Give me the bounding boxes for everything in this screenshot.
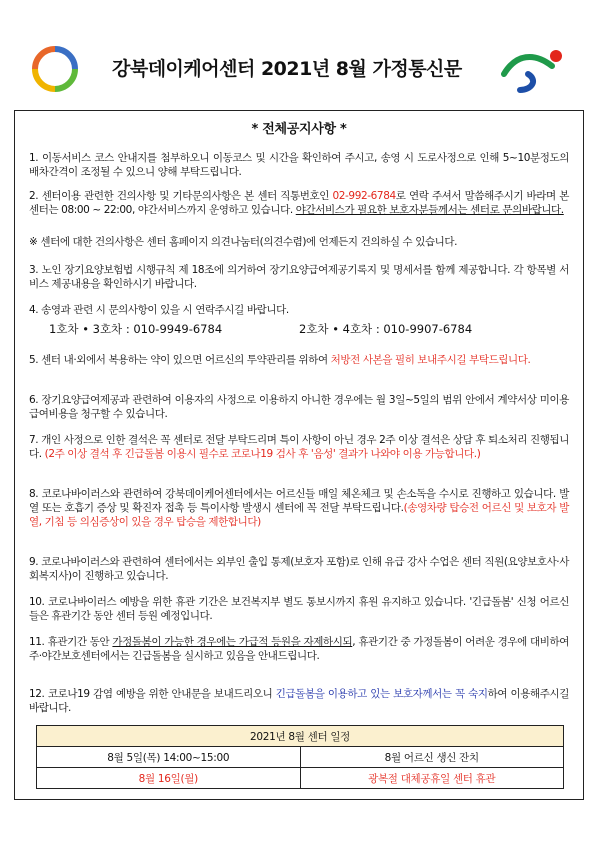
notice-item-2: 2. 센터이용 관련한 건의사항 및 기타문의사항은 본 센터 직통번호인 02-992-6784로 연락 주셔서 말씀해주시기 바라며 본 센터는 08:00 ~ 22:00, 야간서비스까지 운영하고 있습니다. 야간서비스가 필요한 보호자분들께서는 센터로 문의바랍니다.: [29, 190, 569, 216]
notice-item-8: 8. 코로나바이러스와 관련하여 강북데이케어센터에서는 어르신들 매일 체온체크 및 손소독을 수시로 진행하고 있습니다. 발열 또는 호흡기 증상 및 확진자 접촉 등 특이사항 발생시 센터에 꼭 전달 부탁드립니다.(송영차량 탑승전 어르신 및 보호자 발열, 기침 등 의심증상이 있을 경우 탑승을 제한합니다): [29, 488, 570, 528]
notice-frame: [14, 110, 584, 800]
notice-item-12: 12. 코로나19 감염 예방을 위한 안내문을 보내드리오니 긴급돌봄을 이용하고 있는 보호자께서는 꼭 숙지하여 이용해주시길 바랍니다.: [29, 688, 569, 714]
schedule-header-row: [37, 726, 564, 747]
schedule-table: [36, 725, 564, 789]
schedule-title: 2021년 8월 센터 일정: [37, 726, 564, 747]
phone-vehicles-2-4: 2호차 • 4호차 : 010-9907-6784: [299, 322, 473, 336]
page-title: 강북데이케어센터 2021년 8월 가정통신문: [112, 58, 462, 80]
gangbuk-district-logo-icon: [498, 44, 570, 94]
table-row: [37, 768, 564, 789]
schedule-date: 8월 16일(월): [37, 768, 301, 789]
notice-item-6: 6. 장기요양급여제공과 관련하여 이용자의 사정으로 이용하지 아니한 경우에는 월 3일~5일의 범위 안에서 계약서상 미이용 급여비용을 청구할 수 있습니다.: [29, 394, 569, 420]
notice-note: ※ 센터에 대한 건의사항은 센터 홈페이지 의견나눔터(의견수렴)에 언제든지 건의하실 수 있습니다.: [29, 236, 458, 248]
notice-title: * 전체공지사항 *: [251, 122, 347, 137]
schedule-event: 8월 어르신 생신 잔치: [300, 747, 564, 768]
notice-item-10: 10. 코로나바이러스 예방을 위한 휴관 기간은 보건복지부 별도 통보시까지 휴원 유지하고 있습니다. '긴급돌봄' 신청 어르신들은 휴관기간 동안 센터 등원 예정입니다.: [29, 596, 569, 622]
schedule-event: 광복절 대체공휴일 센터 휴관: [300, 768, 564, 789]
table-row: [37, 747, 564, 768]
phone-vehicles-1-3: 1호차 • 3호차 : 010-9949-6784: [49, 322, 223, 336]
notice-item-3: 3. 노인 장기요양보험법 시행규칙 제 18조에 의거하여 장기요양급여제공기록지 및 명세서를 함께 제공합니다. 각 항목별 서비스 제공내용을 확인하시기 바랍니다.: [29, 264, 569, 290]
notice-item-7: 7. 개인 사정으로 인한 결석은 꼭 센터로 전달 부탁드리며 특이 사항이 아닌 경우 2주 이상 결석은 상담 후 퇴소처리 진행됩니다. (2주 이상 결석 후 긴급돌봄 이용시 필수로 코로나19 검사 후 '음성' 결과가 나와야 이용 가능합니다.): [29, 434, 569, 460]
center-phone-number: 02-992-6784: [332, 190, 396, 202]
notice-item-9: 9. 코로나바이러스와 관련하여 센터에서는 외부인 출입 통제(보호자 포함)로 인해 유급 강사 수업은 센터 직원(요양보호사·사회복지사)이 진행하고 있습니다.: [29, 556, 569, 582]
notice-item-1: 1. 이동서비스 코스 안내지를 첨부하오니 이동코스 및 시간을 확인하여 주시고, 송영 시 도로사정으로 인해 5~10분정도의 배차간격이 조정될 수 있으니 양해 부탁드립니다.: [29, 152, 569, 178]
schedule-date: 8월 5일(목) 14:00~15:00: [37, 747, 301, 768]
vehicle-phone-numbers: [49, 321, 569, 337]
center-logo-icon: [32, 46, 78, 92]
header: [0, 40, 600, 100]
notice-item-5: 5. 센터 내·외에서 복용하는 약이 있으면 어르신의 투약관리를 위하여 처방전 사본을 필히 보내주시길 부탁드립니다.: [29, 354, 531, 366]
notice-item-11: 11. 휴관기간 동안 가정돌봄이 가능한 경우에는 가급적 등원을 자제하시되, 휴관기간 중 가정돌봄이 어려운 경우에 대비하여 주·야간보호센터에서는 긴급돌봄을 실시하고 있음을 안내드립니다.: [29, 636, 569, 662]
notice-item-4: 4. 송영과 관련 시 문의사항이 있을 시 연락주시길 바랍니다.: [29, 304, 289, 316]
